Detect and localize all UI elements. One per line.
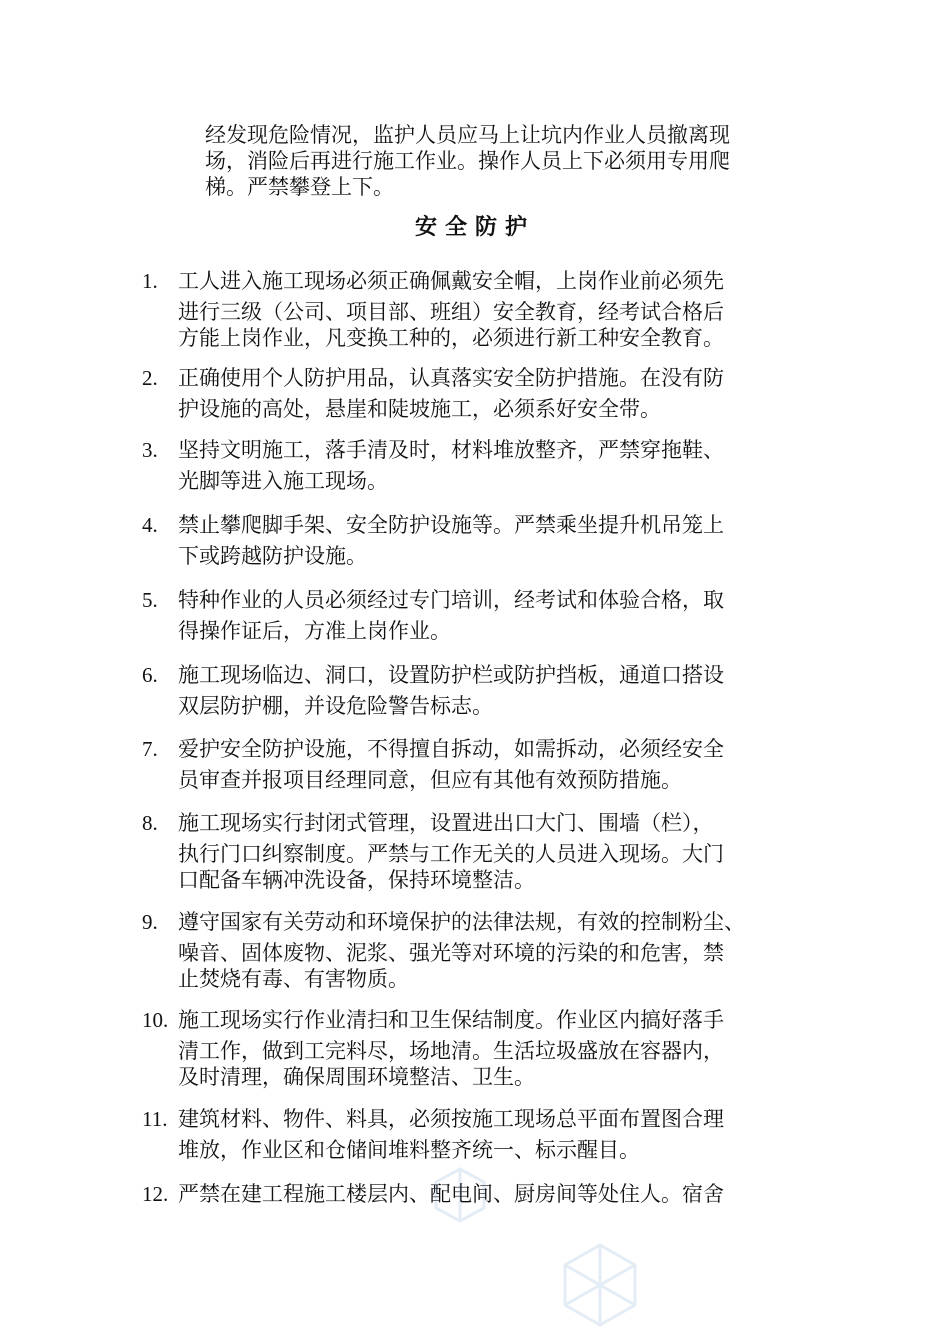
list-item-line: 爱护安全防护设施，不得擅自拆动，如需拆动，必须经安全 (178, 737, 724, 761)
list-item-line: 遵守国家有关劳动和环境保护的法律法规，有效的控制粉尘、 (178, 910, 745, 934)
list-item-line: 坚持文明施工，落手清及时，材料堆放整齐，严禁穿拖鞋、 (178, 438, 724, 462)
list-item-line: 双层防护棚，并设危险警告标志。 (178, 694, 493, 718)
list-item-number: 11. (142, 1107, 168, 1131)
list-item-line: 工人进入施工现场必须正确佩戴安全帽，上岗作业前必须先 (178, 269, 724, 293)
list-item-text (178, 731, 810, 793)
list-item-number: 8. (142, 811, 158, 835)
list-item-text (178, 582, 810, 644)
list-item-number: 10. (142, 1008, 169, 1032)
list-item-line: 严禁在建工程施工楼层内、配电间、厨房间等处住人。宿舍 (178, 1182, 724, 1206)
list-item-line: 及时清理，确保周围环境整洁、卫生。 (178, 1065, 535, 1089)
list-item-line: 方能上岗作业，凡变换工种的，必须进行新工种安全教育。 (178, 326, 724, 350)
list-item-line: 施工现场临边、洞口，设置防护栏或防护挡板，通道口搭设 (178, 663, 724, 687)
list-item-line: 禁止攀爬脚手架、安全防护设施等。严禁乘坐提升机吊笼上 (178, 513, 724, 537)
list-item-text (178, 1002, 810, 1090)
list-item-text (178, 1101, 810, 1163)
list-item-text (178, 904, 810, 992)
list-item-text (178, 805, 810, 893)
list-item-line: 止焚烧有毒、有害物质。 (178, 967, 409, 991)
list-item-text (178, 263, 810, 351)
list-item-line: 口配备车辆冲洗设备，保持环境整洁。 (178, 868, 535, 892)
list-item-number: 6. (142, 663, 158, 687)
watermark-icon (430, 1165, 490, 1225)
list-item-number: 9. (142, 910, 158, 934)
list-item-text (178, 432, 810, 494)
list-item-line: 得操作证后，方准上岗作业。 (178, 619, 451, 643)
list-item-text (178, 1176, 810, 1212)
list-item-line: 堆放，作业区和仓储间堆料整齐统一、标示醒目。 (178, 1138, 640, 1162)
list-item-line: 特种作业的人员必须经过专门培训，经考试和体验合格，取 (178, 588, 724, 612)
list-item-number: 3. (142, 438, 158, 462)
list-item-line: 护设施的高处，悬崖和陡坡施工，必须系好安全带。 (178, 397, 661, 421)
list-item-number: 1. (142, 269, 158, 293)
list-item-line: 正确使用个人防护用品，认真落实安全防护措施。在没有防 (178, 366, 724, 390)
list-item-line: 执行门口纠察制度。严禁与工作无关的人员进入现场。大门 (178, 842, 724, 866)
list-item-number: 4. (142, 513, 158, 537)
list-item-line: 员审查并报项目经理同意，但应有其他有效预防措施。 (178, 768, 682, 792)
list-item-line: 建筑材料、物件、料具，必须按施工现场总平面布置图合理 (178, 1107, 724, 1131)
list-item-line: 施工现场实行封闭式管理，设置进出口大门、围墙（栏）， (178, 811, 714, 835)
list-item-line: 施工现场实行作业清扫和卫生保结制度。作业区内搞好落手 (178, 1008, 724, 1032)
list-item-line: 光脚等进入施工现场。 (178, 469, 388, 493)
list-item-text (178, 507, 810, 569)
list-item-number: 5. (142, 588, 158, 612)
list-item-number: 12. (142, 1182, 169, 1206)
list-item-line: 噪音、固体废物、泥浆、强光等对环境的污染的和危害，禁 (178, 941, 724, 965)
list-item-line: 下或跨越防护设施。 (178, 544, 367, 568)
watermark-icon (555, 1240, 645, 1330)
list-item-text (178, 360, 810, 422)
section-heading: 安全防护 (414, 215, 535, 240)
intro-line: 经发现危险情况，监护人员应马上让坑内作业人员撤离现 (205, 123, 730, 147)
intro-line: 梯。严禁攀登上下。 (205, 175, 394, 199)
intro-line: 场，消险后再进行施工作业。操作人员上下必须用专用爬 (205, 149, 730, 173)
list-item-number: 2. (142, 366, 158, 390)
list-item-line: 进行三级（公司、项目部、班组）安全教育，经考试合格后 (178, 300, 724, 324)
list-item-number: 7. (142, 737, 158, 761)
list-item-text (178, 657, 810, 719)
list-item-line: 清工作，做到工完料尽，场地清。生活垃圾盛放在容器内， (178, 1039, 724, 1063)
intro-paragraph (205, 122, 815, 200)
